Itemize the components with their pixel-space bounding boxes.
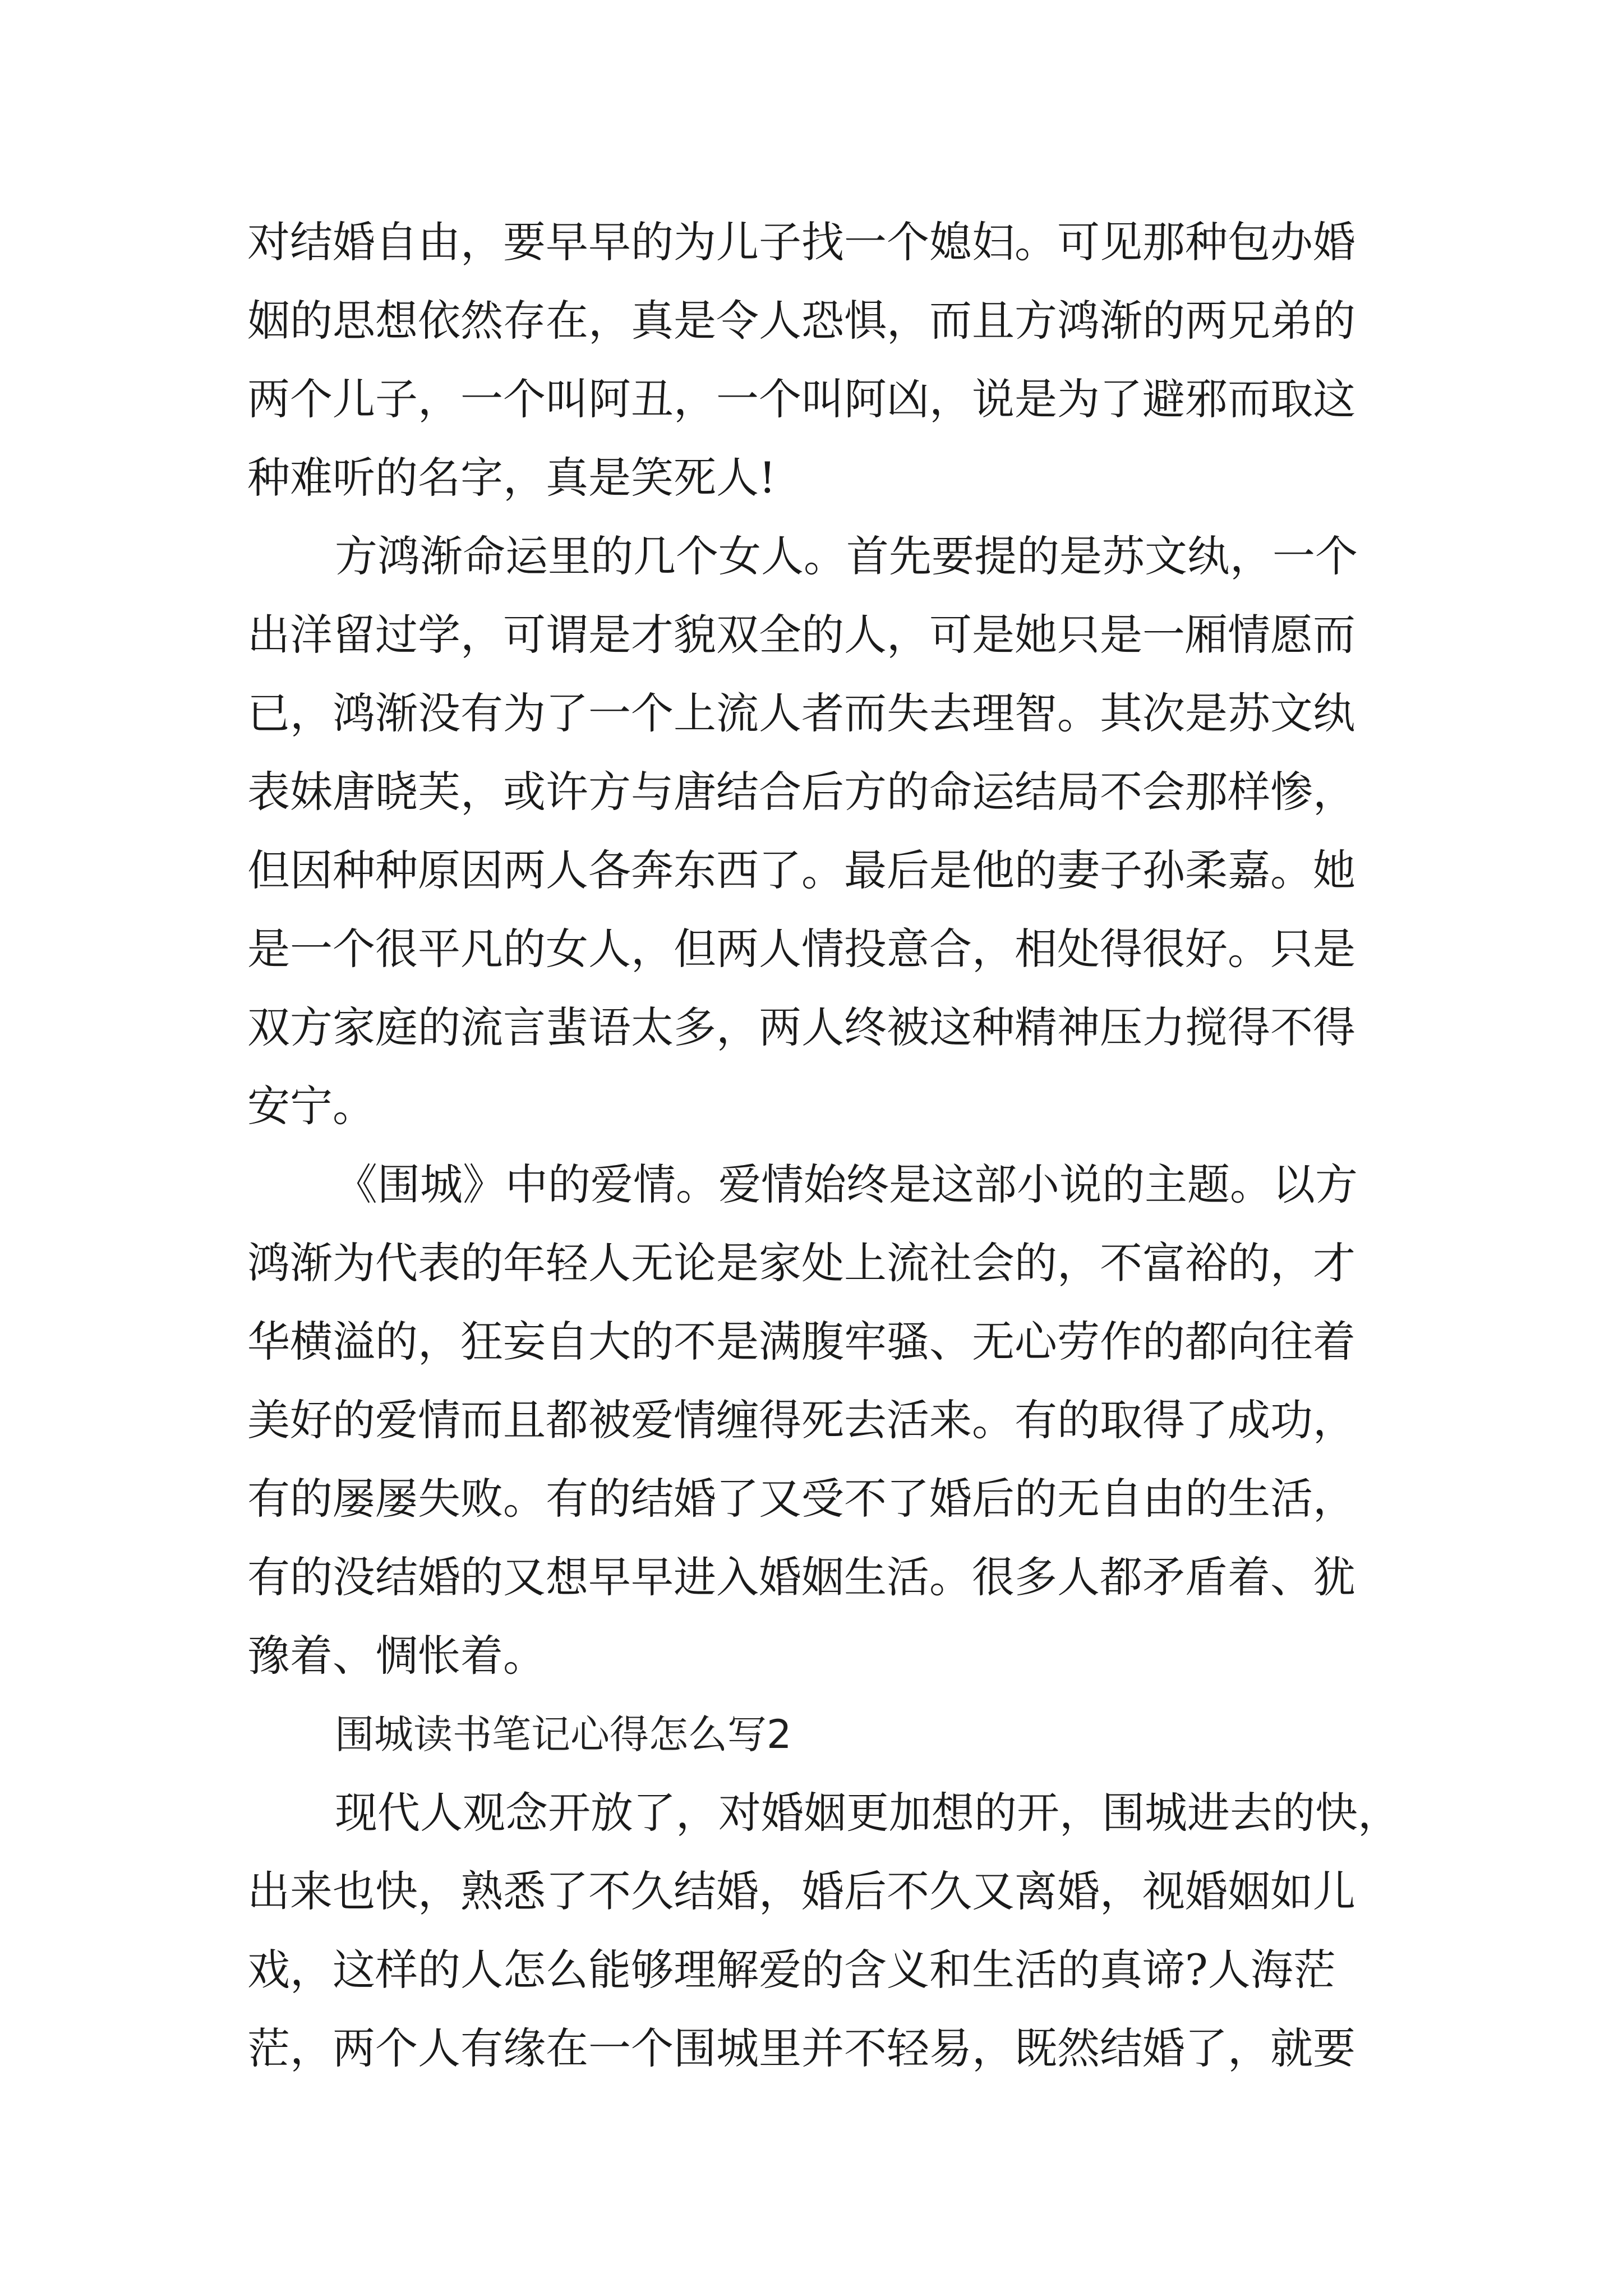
paragraph-line: 豫着、惆怅着。 bbox=[247, 1631, 546, 1681]
paragraph-line: 美好的爱情而且都被爱情缠得死去活来。有的取得了成功， bbox=[247, 1395, 1355, 1445]
paragraph-line: 鸿渐为代表的年轻人无论是家处上流社会的，不富裕的，才 bbox=[247, 1238, 1355, 1288]
paragraph-line: 种难听的名字，真是笑死人! bbox=[247, 453, 776, 503]
paragraph-line: 现代人观念开放了，对婚姻更加想的开，围城进去的快， bbox=[335, 1788, 1400, 1838]
section-heading: 围城读书笔记心得怎么写2 bbox=[335, 1711, 792, 1757]
paragraph-line: 已，鸿渐没有为了一个上流人者而失去理智。其次是苏文纨 bbox=[247, 688, 1355, 738]
paragraph-line: 对结婚自由，要早早的为儿子找一个媳妇。可见那种包办婚 bbox=[247, 217, 1355, 267]
paragraph-line: 姻的思想依然存在，真是令人恐惧，而且方鸿渐的两兄弟的 bbox=[247, 296, 1355, 346]
paragraph-line: 两个儿子，一个叫阿丑，一个叫阿凶，说是为了避邪而取这 bbox=[247, 374, 1355, 424]
paragraph-line: 双方家庭的流言蜚语太多，两人终被这种精神压力搅得不得 bbox=[247, 1002, 1355, 1052]
paragraph-line: 茫，两个人有缘在一个围城里并不轻易，既然结婚了，就要 bbox=[247, 2023, 1355, 2073]
paragraph-line: 华横溢的，狂妄自大的不是满腹牢骚、无心劳作的都向往着 bbox=[247, 1317, 1355, 1366]
paragraph-line: 但因种种原因两人各奔东西了。最后是他的妻子孙柔嘉。她 bbox=[247, 845, 1355, 895]
paragraph-line: 出来也快，熟悉了不久结婚，婚后不久又离婚，视婚姻如儿 bbox=[247, 1866, 1355, 1916]
paragraph-line: 安宁。 bbox=[247, 1081, 375, 1131]
paragraph-line: 表妹唐晓芙，或许方与唐结合后方的命运结局不会那样惨， bbox=[247, 767, 1355, 817]
paragraph-line: 有的屡屡失败。有的结婚了又受不了婚后的无自由的生活， bbox=[247, 1474, 1355, 1524]
paragraph-line: 方鸿渐命运里的几个女人。首先要提的是苏文纨，一个 bbox=[335, 531, 1358, 581]
paragraph-line: 《围城》中的爱情。爱情始终是这部小说的主题。以方 bbox=[335, 1159, 1358, 1209]
paragraph-line: 是一个很平凡的女人，但两人情投意合，相处得很好。只是 bbox=[247, 924, 1355, 974]
paragraph-line: 戏，这样的人怎么能够理解爱的含义和生活的真谛?人海茫 bbox=[247, 1945, 1336, 1995]
paragraph-line: 出洋留过学，可谓是才貌双全的人，可是她只是一厢情愿而 bbox=[247, 610, 1355, 660]
paragraph-line: 有的没结婚的又想早早进入婚姻生活。很多人都矛盾着、犹 bbox=[247, 1552, 1355, 1602]
